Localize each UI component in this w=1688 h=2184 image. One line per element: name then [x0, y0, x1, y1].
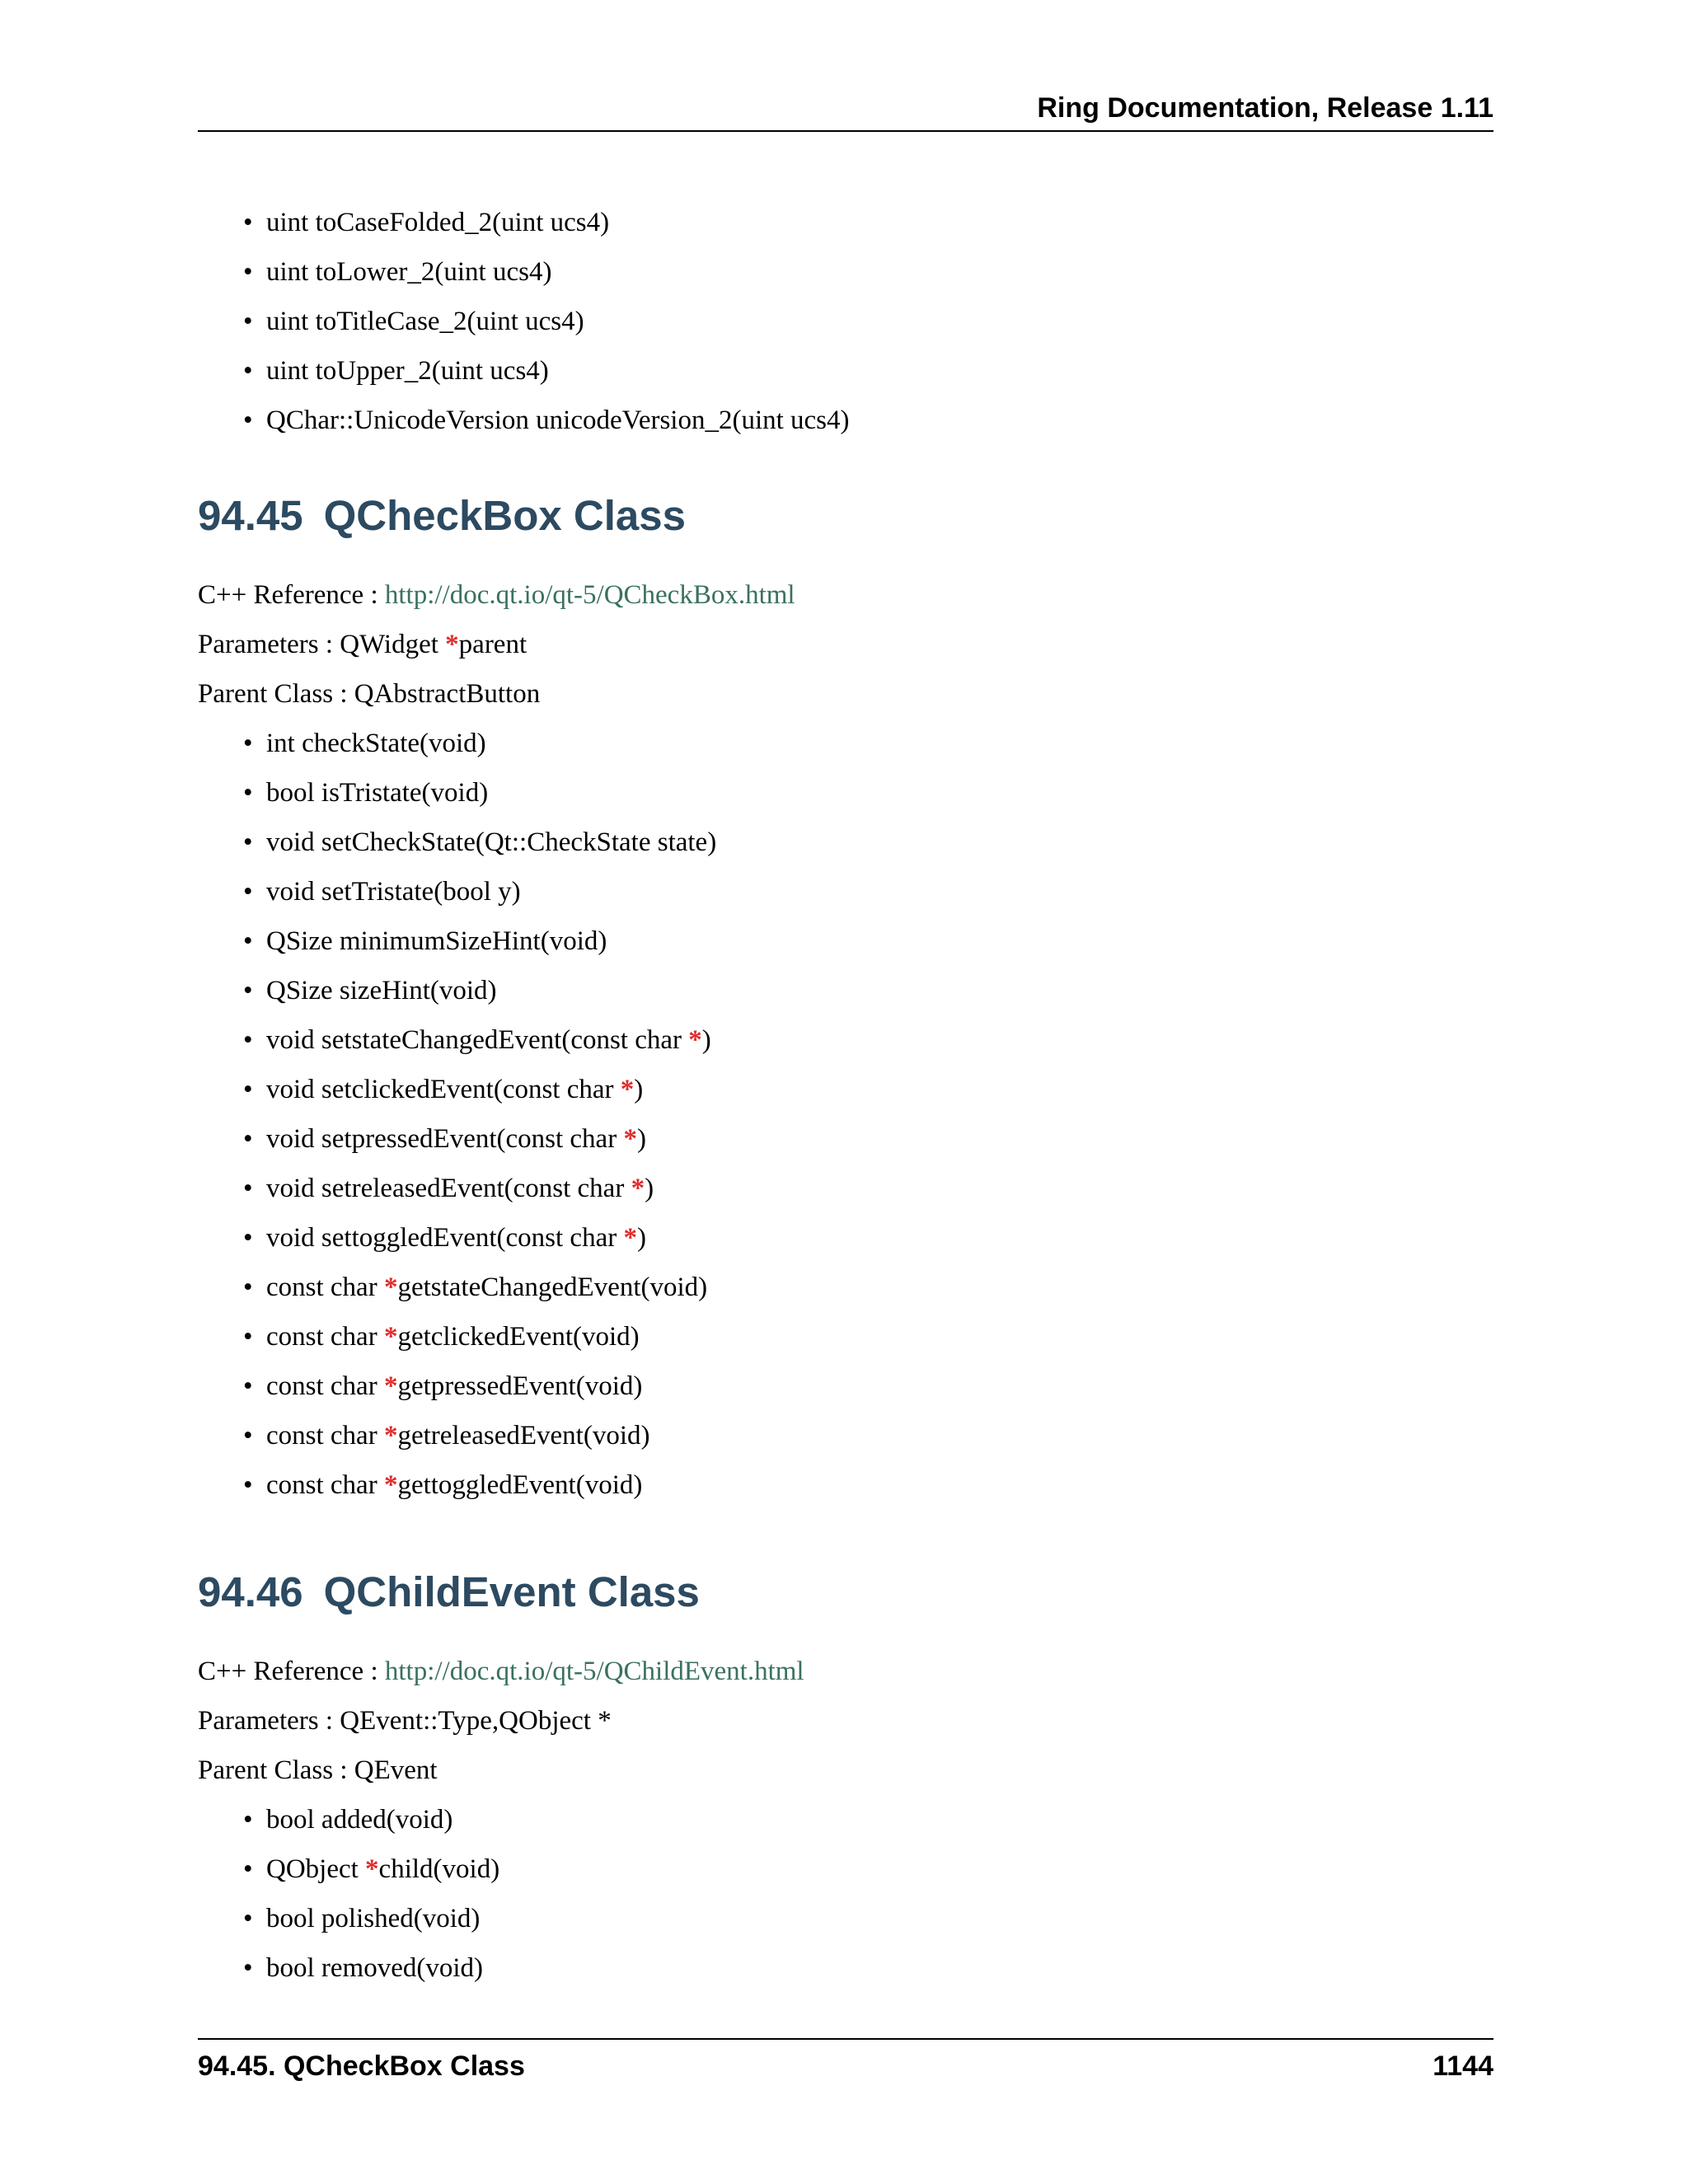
- list-item: [243, 396, 1562, 445]
- list-item: [243, 1065, 1493, 1114]
- footer-section: 94.45. QCheckBox Class: [198, 2050, 525, 2082]
- pointer-star: *: [383, 1371, 398, 1401]
- list-item: [243, 1460, 1493, 1510]
- list-item: [243, 1361, 1493, 1411]
- method-text: ): [636, 1124, 646, 1154]
- bullet-icon: •: [243, 356, 253, 386]
- list-item: [243, 1312, 1493, 1361]
- bullet-icon: •: [243, 208, 253, 237]
- parameters-name: parent: [458, 630, 528, 659]
- list-item: [243, 768, 1493, 818]
- method-text: getpressedEvent(void): [397, 1371, 643, 1401]
- method-text: QSize minimumSizeHint(void): [266, 926, 607, 956]
- pointer-star: *: [383, 1421, 398, 1451]
- bullet-icon: •: [243, 1272, 253, 1302]
- bullet-icon: •: [243, 1854, 253, 1884]
- reference-link[interactable]: http://doc.qt.io/qt-5/QCheckBox.html: [384, 580, 795, 610]
- bullet-icon: •: [243, 1075, 253, 1104]
- method-list: [198, 719, 1493, 1510]
- bullet-icon: •: [243, 877, 253, 907]
- bullet-icon: •: [243, 257, 253, 287]
- pointer-star: *: [620, 1075, 635, 1104]
- method-text: const char: [266, 1371, 384, 1401]
- method-text: ): [634, 1075, 644, 1104]
- method-text: void settoggledEvent(const char: [266, 1223, 624, 1253]
- pointer-star: *: [623, 1124, 637, 1154]
- list-item: [243, 1411, 1493, 1460]
- method-text: const char: [266, 1322, 384, 1352]
- bullet-icon: •: [243, 1124, 253, 1154]
- reference-link[interactable]: http://doc.qt.io/qt-5/QChildEvent.html: [384, 1657, 804, 1686]
- method-text: uint toLower_2(uint ucs4): [266, 257, 552, 287]
- pointer-star: *: [688, 1025, 702, 1055]
- bullet-icon: •: [243, 778, 253, 808]
- list-item: [243, 916, 1493, 966]
- section-qcheckbox: [198, 486, 1493, 1510]
- list-item: [243, 719, 1493, 768]
- bullet-icon: •: [243, 926, 253, 956]
- method-text: int checkState(void): [266, 729, 486, 758]
- method-text: const char: [266, 1470, 384, 1500]
- list-item: [243, 198, 1562, 247]
- qchar-method-list: [198, 198, 1562, 445]
- bullet-icon: •: [243, 1174, 253, 1203]
- list-item: [243, 1015, 1493, 1065]
- pointer-star: *: [383, 1470, 398, 1500]
- bullet-icon: •: [243, 405, 253, 435]
- method-text: bool isTristate(void): [266, 778, 489, 808]
- pointer-star: *: [365, 1854, 379, 1884]
- list-item: [243, 1114, 1493, 1164]
- method-text: QChar::UnicodeVersion unicodeVersion_2(uint ucs4): [266, 405, 850, 435]
- list-item: [243, 1213, 1493, 1263]
- bullet-icon: •: [243, 1223, 253, 1253]
- running-footer: [198, 2046, 1493, 2087]
- list-item: [243, 1943, 1493, 1993]
- method-text: bool polished(void): [266, 1904, 481, 1933]
- method-list: [198, 1795, 1493, 1993]
- bullet-icon: •: [243, 1470, 253, 1500]
- list-item: [243, 346, 1562, 396]
- list-item: [243, 1894, 1493, 1943]
- header-rule: [198, 130, 1493, 132]
- method-text: void setCheckState(Qt::CheckState state): [266, 827, 717, 857]
- method-text: uint toCaseFolded_2(uint ucs4): [266, 208, 610, 237]
- method-text: const char: [266, 1421, 384, 1451]
- cpp-reference: [198, 1647, 1493, 1696]
- method-text: bool added(void): [266, 1805, 453, 1835]
- method-text: void setpressedEvent(const char: [266, 1124, 624, 1154]
- method-text: void setstateChangedEvent(const char: [266, 1025, 689, 1055]
- section-heading: [198, 1563, 1493, 1622]
- section-title: QChildEvent Class: [323, 1568, 700, 1615]
- cpp-reference: [198, 570, 1493, 620]
- method-text: void setreleasedEvent(const char: [266, 1174, 631, 1203]
- method-text: uint toUpper_2(uint ucs4): [266, 356, 549, 386]
- method-text: void setTristate(bool y): [266, 877, 521, 907]
- method-text: getreleasedEvent(void): [397, 1421, 650, 1451]
- bullet-icon: •: [243, 1904, 253, 1933]
- bullet-icon: •: [243, 307, 253, 336]
- method-text: uint toTitleCase_2(uint ucs4): [266, 307, 584, 336]
- section-heading: [198, 486, 1493, 546]
- list-item: [243, 1844, 1493, 1894]
- parent-class: Parent Class : QAbstractButton: [198, 679, 541, 709]
- pointer-star: *: [383, 1272, 398, 1302]
- pointer-star: *: [445, 630, 459, 659]
- page-number: 1144: [1432, 2050, 1493, 2082]
- bullet-icon: •: [243, 1025, 253, 1055]
- list-item: [243, 1164, 1493, 1213]
- method-text: void setclickedEvent(const char: [266, 1075, 621, 1104]
- footer-rule: [198, 2038, 1493, 2040]
- parameters-text: Parameters : QWidget: [198, 630, 446, 659]
- method-text: const char: [266, 1272, 384, 1302]
- list-item: [243, 247, 1562, 297]
- section-number: 94.45: [198, 492, 303, 539]
- bullet-icon: •: [243, 729, 253, 758]
- method-text: ): [636, 1223, 646, 1253]
- method-text: getstateChangedEvent(void): [397, 1272, 708, 1302]
- list-item: [243, 297, 1562, 346]
- pointer-star: *: [631, 1174, 645, 1203]
- list-item: [243, 966, 1493, 1015]
- list-item: [243, 867, 1493, 916]
- method-text: ): [701, 1025, 711, 1055]
- parent-class: Parent Class : QEvent: [198, 1755, 438, 1785]
- method-text: child(void): [378, 1854, 500, 1884]
- running-header: Ring Documentation, Release 1.11: [1037, 92, 1493, 124]
- parameters: Parameters : QEvent::Type,QObject *: [198, 1706, 612, 1736]
- method-text: bool removed(void): [266, 1953, 484, 1983]
- reference-label: C++ Reference :: [198, 1657, 385, 1686]
- list-item: [243, 1263, 1493, 1312]
- method-text: QSize sizeHint(void): [266, 976, 497, 1005]
- method-text: gettoggledEvent(void): [397, 1470, 643, 1500]
- bullet-icon: •: [243, 976, 253, 1005]
- list-item: [243, 1795, 1493, 1844]
- method-text: QObject: [266, 1854, 366, 1884]
- bullet-icon: •: [243, 827, 253, 857]
- section-title: QCheckBox Class: [323, 492, 686, 539]
- list-item: [243, 818, 1493, 867]
- section-qchildevent: [198, 1563, 1493, 1993]
- bullet-icon: •: [243, 1371, 253, 1401]
- bullet-icon: •: [243, 1421, 253, 1451]
- method-text: ): [645, 1174, 654, 1203]
- bullet-icon: •: [243, 1805, 253, 1835]
- bullet-icon: •: [243, 1953, 253, 1983]
- parameters: [198, 620, 1493, 669]
- section-number: 94.46: [198, 1568, 303, 1615]
- pointer-star: *: [623, 1223, 637, 1253]
- reference-label: C++ Reference :: [198, 580, 385, 610]
- pointer-star: *: [383, 1322, 398, 1352]
- method-text: getclickedEvent(void): [397, 1322, 640, 1352]
- bullet-icon: •: [243, 1322, 253, 1352]
